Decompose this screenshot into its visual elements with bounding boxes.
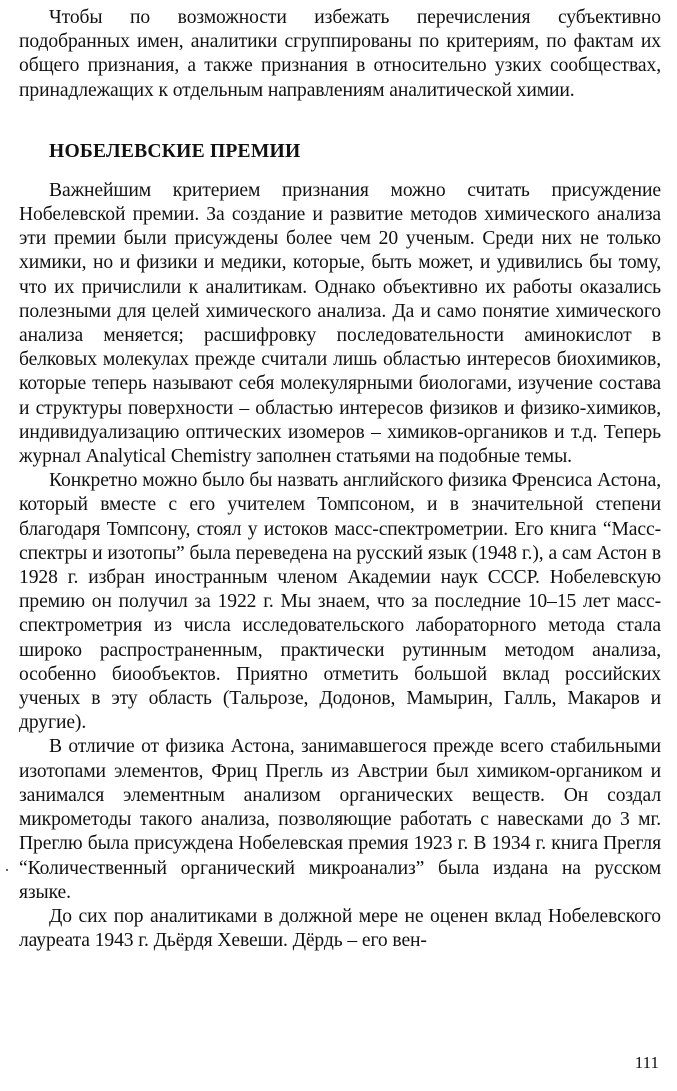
section-heading: НОБЕЛЕВСКИЕ ПРЕМИИ xyxy=(49,140,301,162)
section-heading-block xyxy=(19,140,661,164)
intro-paragraph: Чтобы по возможности избежать перечисления субъективно подобранных имен, аналитики сгруппированы по критериям, по фактам их общего признания, а также признания в относительно узких сообществах, принадлежащих к отдельным направлениям аналитической химии. xyxy=(19,7,661,101)
body-paragraph-1: Важнейшим критерием признания можно считать присуждение Нобелевской премии. За создание и развитие методов химического анализа эти премии были присуждены более чем 20 ученым. Среди них не только химики, но и физики и медики, которые, быть может, и удивились бы тому, что их причислили к аналитикам. Однако объективно их работы оказались полезными для целей химического анализа. Да и само понятие химического анализа меняется; расшифровку последовательности аминокислот в белковых молекулах прежде считали лишь областью интересов биохимиков, которые теперь называют себя молекулярными биологами, изучение состава и структуры поверхности – областью интересов физиков и физико-химиков, индивидуализацию оптических изомеров – химиков-органиков и т.д. Теперь журнал Analytical Chemistry заполнен статьями на подобные темы. xyxy=(19,179,661,468)
body-paragraph-2: Конкретно можно было бы назвать английского физика Френсиса Астона, который вместе с его учителем Томпсоном, и в значительной степени благодаря Томпсону, стоял у истоков масс-спектрометрии. Его книга “Масс-спектры и изотопы” была переведена на русский язык (1948 г.), а сам Астон в 1928 г. избран иностранным членом Академии наук СССР. Нобелевскую премию он получил за 1922 г. Мы знаем, что за последние 10–15 лет масс-спектрометрия из числа исследовательского лабораторного метода стала широко распространенным, практически рутинным методом анализа, особенно биообъектов. Приятно отметить большой вклад российских ученых в эту область (Тальрозе, Додонов, Мамырин, Галль, Макаров и другие). xyxy=(19,470,661,734)
margin-speck xyxy=(6,869,8,871)
body-paragraph-3: В отличие от физика Астона, занимавшегося прежде всего стабильными изотопами элементов, Фриц Прегль из Австрии был химиком-органиком и занимался элементным анализом органических веществ. Он создал микрометоды такого анализа, позволяющие работать с навесками до 3 мг. Преглю была присуждена Нобелевская премия 1923 г. В 1934 г. книга Прегля “Количественный органический микроанализ” была издана на русском языке. xyxy=(19,736,661,903)
page-number: 111 xyxy=(634,1053,659,1072)
text-column xyxy=(19,6,661,953)
body-paragraph-4: До сих пор аналитиками в должной мере не оценен вклад Нобелевского лауреата 1943 г. Дьёрдя Хевеши. Дёрдь – его вен- xyxy=(19,905,661,952)
